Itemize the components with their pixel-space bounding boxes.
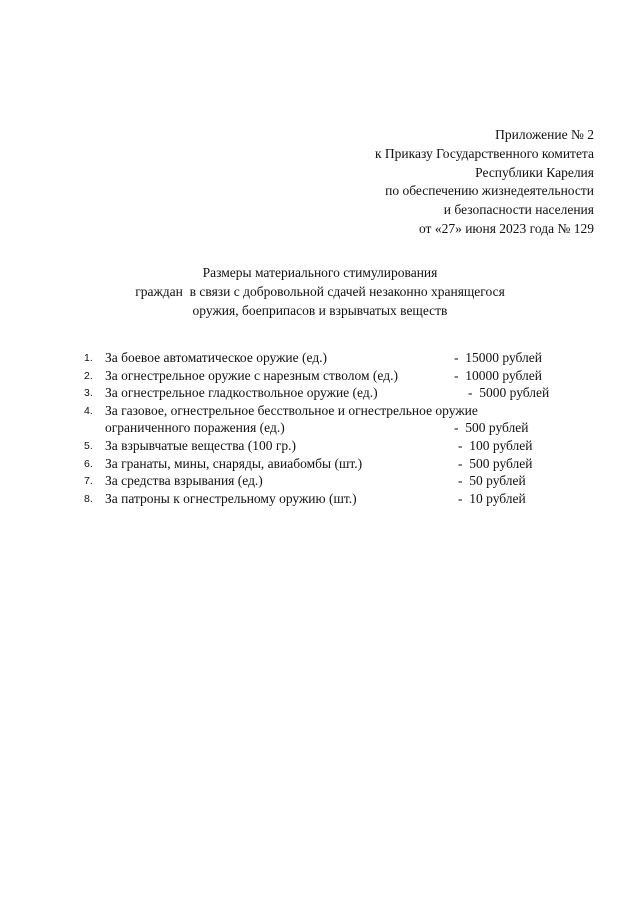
item-description: За газовое, огнестрельное бесствольное и огнестрельное оружие	[105, 402, 478, 418]
appendix-line-5: и безопасности населения	[443, 202, 594, 218]
item-price: - 100 рублей	[458, 437, 533, 453]
reward-list	[84, 349, 584, 507]
item-price: - 10000 рублей	[454, 367, 543, 383]
item-number: 8.	[84, 492, 93, 505]
appendix-header	[375, 126, 594, 239]
list-item	[84, 384, 584, 402]
list-item	[84, 402, 584, 437]
item-description: За огнестрельное оружие с нарезным стволом (ед.)	[105, 367, 398, 383]
list-item	[84, 472, 584, 490]
item-price: - 15000 рублей	[454, 350, 543, 365]
title-line-3: оружия, боеприпасов и взрывчатых веществ	[192, 303, 448, 318]
appendix-line-6: от «27» июня 2023 года № 129	[418, 220, 594, 236]
item-description: За взрывчатые вещества (100 гр.)	[105, 437, 297, 453]
document-title	[0, 263, 640, 320]
appendix-line-1: Приложение № 2	[495, 127, 594, 142]
item-number: 6.	[84, 457, 93, 470]
item-description-continued: ограниченного поражения (ед.)	[105, 420, 285, 436]
item-number: 3.	[84, 387, 93, 400]
item-number: 5.	[84, 439, 93, 452]
item-number: 4.	[84, 404, 93, 417]
item-price: - 500 рублей	[458, 455, 533, 471]
list-item	[84, 367, 584, 385]
item-price: - 10 рублей	[458, 490, 526, 506]
item-description: За боевое автоматическое оружие (ед.)	[105, 350, 328, 365]
title-line-2: граждан в связи с добровольной сдачей незаконно хранящегося	[135, 284, 505, 299]
item-price: - 5000 рублей	[468, 385, 550, 401]
item-price: - 50 рублей	[458, 473, 526, 489]
item-number: 7.	[84, 475, 93, 488]
list-item	[84, 490, 584, 508]
item-description: За гранаты, мины, снаряды, авиабомбы (шт.)	[105, 455, 363, 471]
list-item	[84, 455, 584, 473]
item-description: За средства взрывания (ед.)	[105, 473, 263, 489]
item-price: - 500 рублей	[454, 420, 529, 436]
title-line-1: Размеры материального стимулирования	[202, 265, 438, 280]
item-description: За патроны к огнестрельному оружию (шт.)	[105, 490, 357, 506]
appendix-line-2: к Приказу Государственного комитета	[375, 145, 594, 161]
item-number: 2.	[84, 369, 93, 382]
item-description: За огнестрельное гладкоствольное оружие (ед.)	[105, 385, 378, 401]
list-item	[84, 349, 584, 367]
appendix-line-3: Республики Карелия	[475, 164, 594, 180]
appendix-line-4: по обеспечению жизнедеятельности	[385, 183, 594, 199]
item-number: 1.	[84, 352, 93, 364]
list-item	[84, 437, 584, 455]
